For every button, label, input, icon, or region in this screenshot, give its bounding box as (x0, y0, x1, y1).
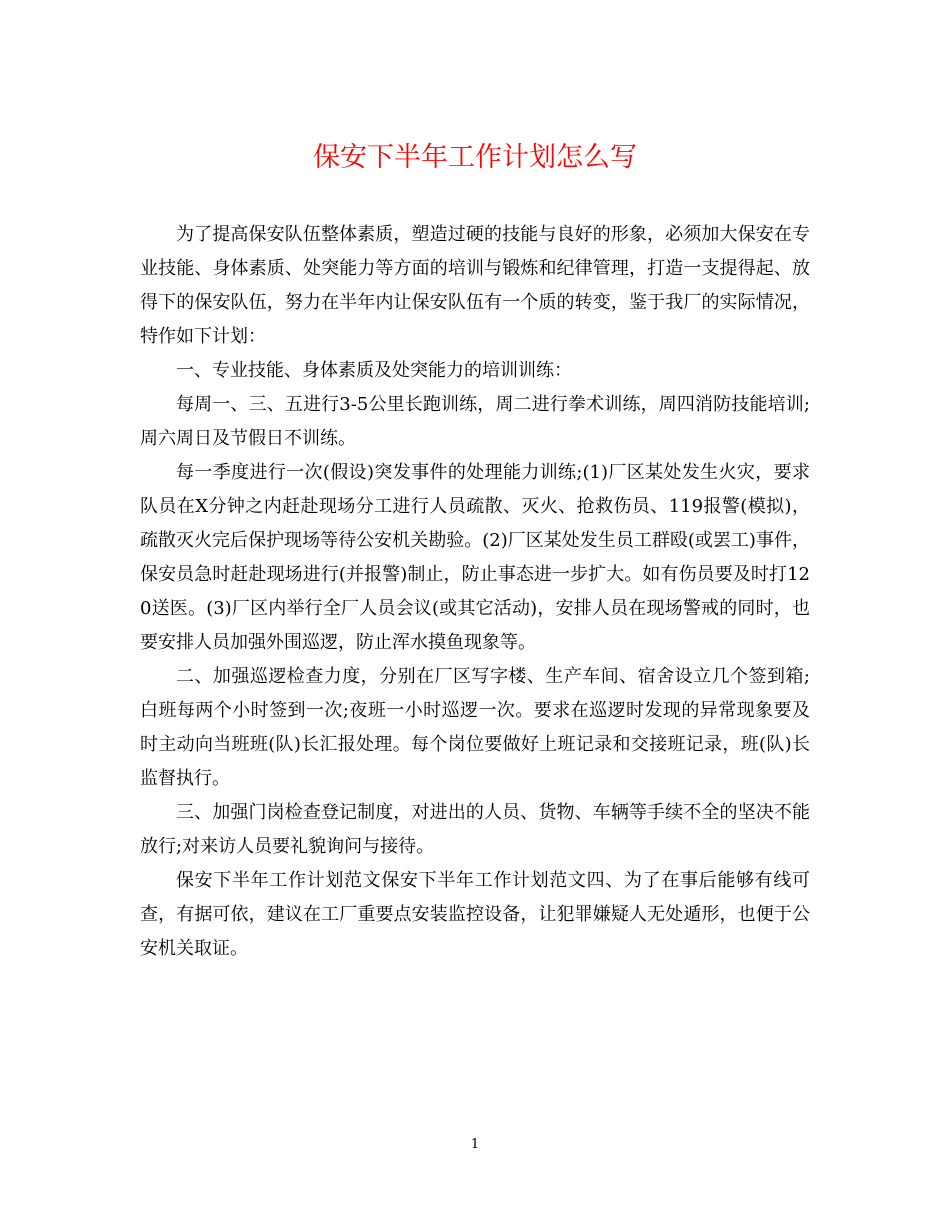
paragraph-section-1-heading: 一、专业技能、身体素质及处突能力的培训训练： (176, 360, 572, 381)
paragraph-monitoring: 保安下半年工作计划范文保安下半年工作计划范文四、为了在事后能够有线可查，有据可依，建议在工厂重要点安装监控设备，让犯罪嫌疑人无处遁形，也便于公安机关取证。 (140, 870, 810, 959)
document-title: 保安下半年工作计划怎么写 (313, 142, 637, 173)
paragraph-weekly-training: 每周一、三、五进行3-5公里长跑训练，周二进行拳术训练，周四消防技能培训;周六周日及节假日不训练。 (140, 394, 810, 449)
paragraph-quarterly-drill: 每一季度进行一次(假设)突发事件的处理能力训练;(1)厂区某处发生火灾，要求队员在X分钟之内赶赴现场分工进行人员疏散、灭火、抢救伤员、119报警(模拟)，疏散灭火完后保护现场等待公安机关勘验。(2)厂区某处发生员工群殴(或罢工)事件，保安员急时赶赴现场进行(并报警)制止，防止事态进一步扩大。如有伤员要及时打120送医。(3)厂区内举行全厂人员会议(或其它活动)，安排人员在现场警戒的同时，也要安排人员加强外围巡逻，防止浑水摸鱼现象等。 (140, 462, 810, 653)
document-body (140, 218, 810, 966)
paragraph-intro: 为了提高保安队伍整体素质，塑造过硬的技能与良好的形象，必须加大保安在专业技能、身体素质、处突能力等方面的培训与锻炼和纪律管理，打造一支提得起、放得下的保安队伍，努力在半年内让保安队伍有一个质的转变，鉴于我厂的实际情况，特作如下计划： (140, 224, 810, 347)
page-number: 1 (470, 1137, 480, 1152)
paragraph-section-3-gate: 三、加强门岗检查登记制度，对进出的人员、货物、车辆等手续不全的坚决不能放行;对来访人员要礼貌询问与接待。 (140, 802, 810, 857)
paragraph-section-2-patrol: 二、加强巡逻检查力度，分别在厂区写字楼、生产车间、宿舍设立几个签到箱;白班每两个小时签到一次;夜班一小时巡逻一次。要求在巡逻时发现的异常现象要及时主动向当班班(队)长汇报处理。每个岗位要做好上班记录和交接班记录，班(队)长监督执行。 (140, 666, 810, 789)
